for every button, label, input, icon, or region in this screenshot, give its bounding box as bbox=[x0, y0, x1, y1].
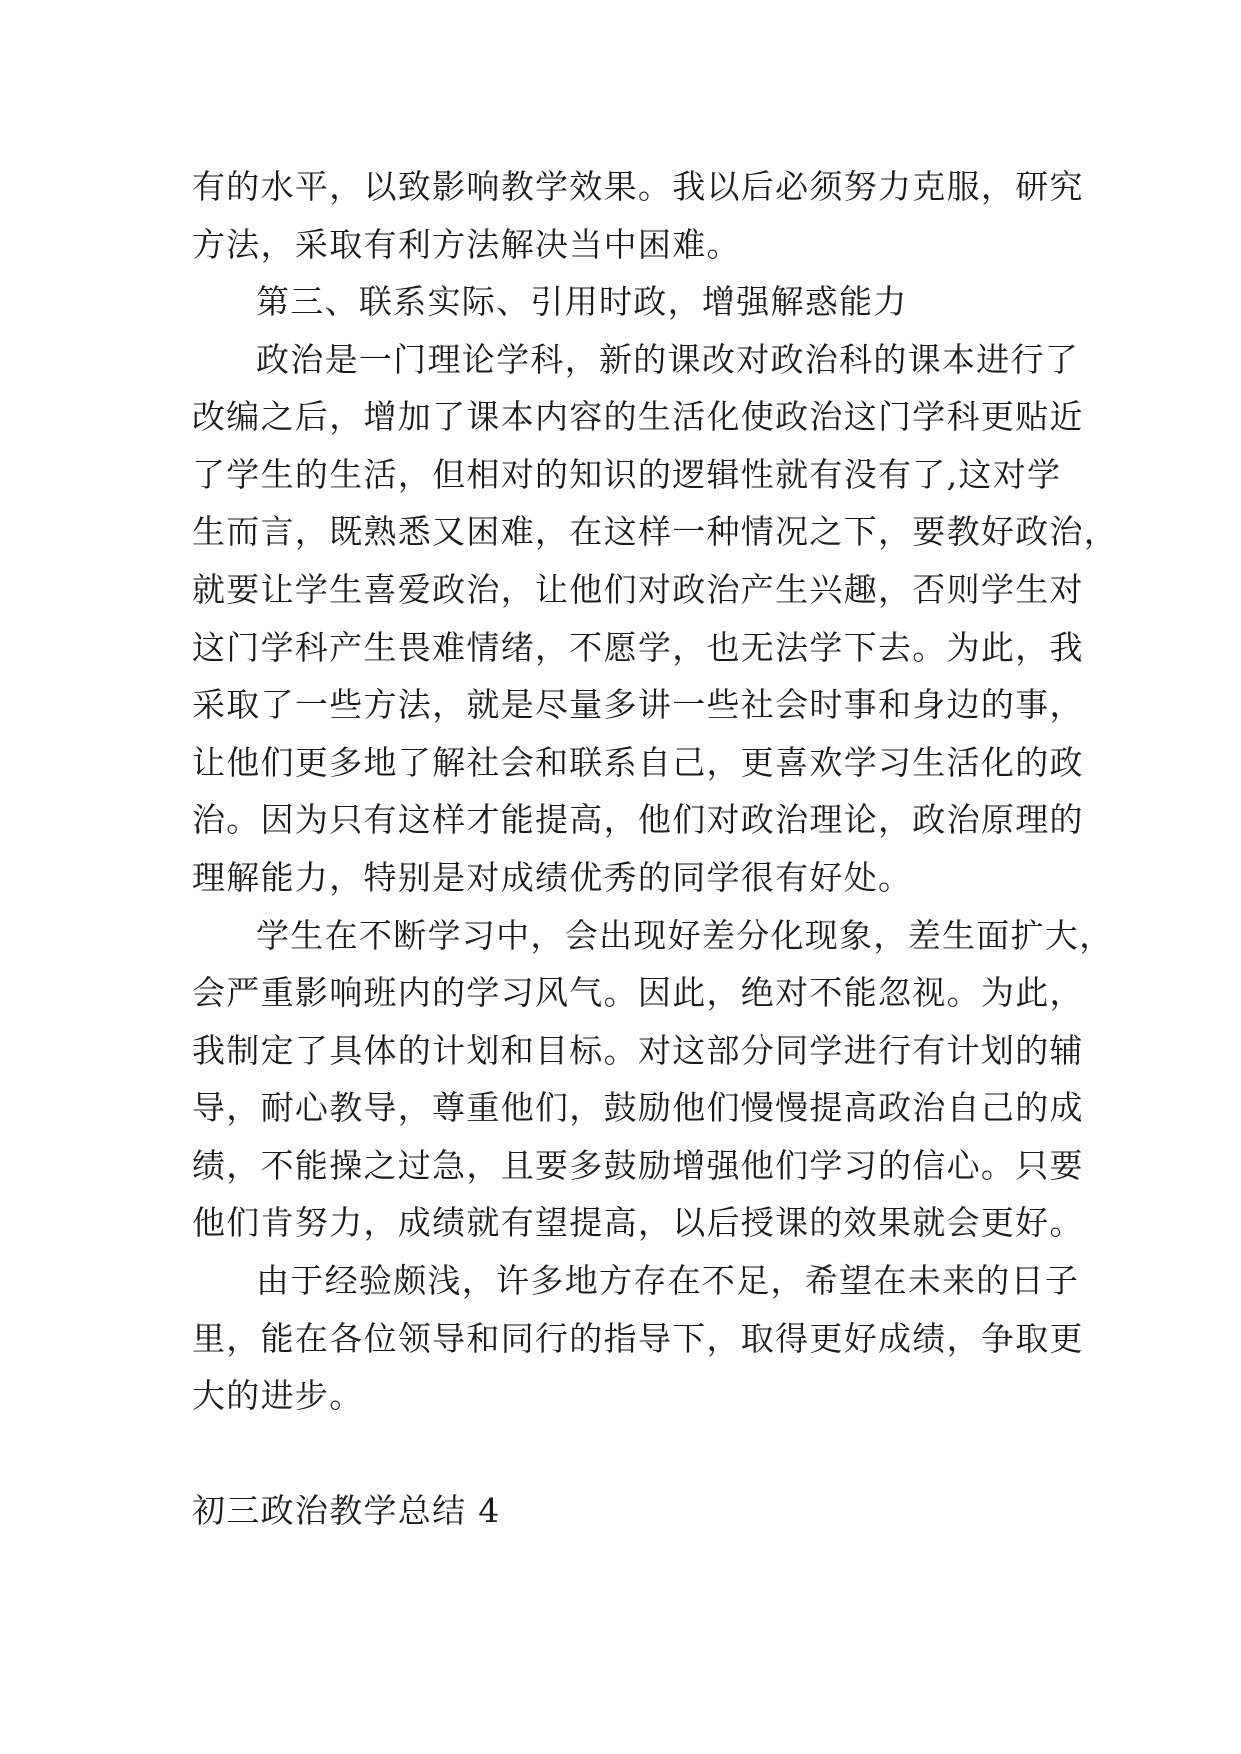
body-line: 由于经验颇浅，许多地方存在不足，希望在未来的日子 bbox=[256, 1261, 1080, 1300]
body-line: 理解能力，特别是对成绩优秀的同学很有好处。 bbox=[192, 858, 913, 897]
body-line: 就要让学生喜爱政治，让他们对政治产生兴趣，否则学生对 bbox=[192, 570, 1084, 609]
body-line: 导，耐心教导，尊重他们，鼓励他们慢慢提高政治自己的成 bbox=[192, 1088, 1084, 1127]
body-line: 了学生的生活，但相对的知识的逻辑性就有没有了,这对学 bbox=[192, 455, 1062, 494]
body-line: 学生在不断学习中，会出现好差分化现象，差生面扩大， bbox=[256, 916, 1114, 955]
body-line: 治。因为只有这样才能提高，他们对政治理论，政治原理的 bbox=[192, 800, 1084, 839]
body-line: 他们肯努力，成绩就有望提高，以后授课的效果就会更好。 bbox=[192, 1203, 1084, 1242]
subheading-line: 第三、联系实际、引用时政，增强解惑能力 bbox=[256, 282, 908, 321]
body-line: 这门学科产生畏难情绪，不愿学，也无法学下去。为此，我 bbox=[192, 628, 1084, 667]
body-line: 改编之后，增加了课本内容的生活化使政治这门学科更贴近 bbox=[192, 397, 1084, 436]
body-line: 大的进步。 bbox=[192, 1376, 364, 1415]
body-line: 我制定了具体的计划和目标。对这部分同学进行有计划的辅 bbox=[192, 1031, 1084, 1070]
body-line: 让他们更多地了解社会和联系自己，更喜欢学习生活化的政 bbox=[192, 743, 1084, 782]
body-line: 生而言，既熟悉又困难，在这样一种情况之下，要教好政治， bbox=[192, 512, 1119, 551]
body-line: 方法，采取有利方法解决当中困难。 bbox=[192, 225, 741, 264]
body-line: 里，能在各位领导和同行的指导下，取得更好成绩，争取更 bbox=[192, 1319, 1084, 1358]
section-heading: 初三政治教学总结 4 bbox=[192, 1491, 501, 1530]
body-line: 有的水平，以致影响教学效果。我以后必须努力克服，研究 bbox=[192, 167, 1084, 206]
body-line: 采取了一些方法，就是尽量多讲一些社会时事和身边的事， bbox=[192, 685, 1084, 724]
body-line: 会严重影响班内的学习风气。因此，绝对不能忽视。为此， bbox=[192, 973, 1084, 1012]
body-line: 绩，不能操之过急，且要多鼓励增强他们学习的信心。只要 bbox=[192, 1146, 1084, 1185]
body-line: 政治是一门理论学科，新的课改对政治科的课本进行了 bbox=[256, 340, 1080, 379]
